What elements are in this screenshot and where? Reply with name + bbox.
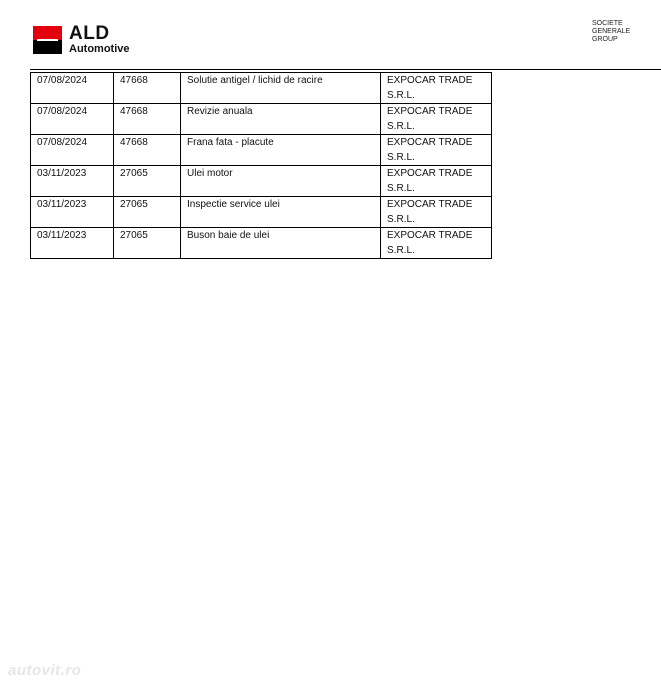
provider-cell bbox=[381, 166, 492, 197]
group-line: SOCIETE bbox=[592, 20, 623, 27]
provider-suffix: S.R.L. bbox=[387, 90, 415, 101]
table-row bbox=[31, 197, 492, 228]
societe-generale-group-label bbox=[592, 20, 630, 44]
description-cell: Ulei motor bbox=[181, 166, 381, 197]
provider-name: EXPOCAR TRADE bbox=[387, 106, 473, 117]
provider-cell bbox=[381, 135, 492, 166]
km-cell: 47668 bbox=[114, 104, 181, 135]
description-cell: Revizie anuala bbox=[181, 104, 381, 135]
provider-cell bbox=[381, 73, 492, 104]
description-cell: Buson baie de ulei bbox=[181, 228, 381, 259]
provider-suffix: S.R.L. bbox=[387, 245, 415, 256]
date-cell: 03/11/2023 bbox=[31, 228, 114, 259]
provider-suffix: S.R.L. bbox=[387, 152, 415, 163]
table-row bbox=[31, 73, 492, 104]
provider-name: EXPOCAR TRADE bbox=[387, 199, 473, 210]
group-line: GENERALE bbox=[592, 28, 631, 35]
autovit-watermark: autovit.ro bbox=[8, 662, 82, 679]
date-cell: 07/08/2024 bbox=[31, 135, 114, 166]
logo-sub-text: Automotive bbox=[69, 43, 130, 55]
km-cell: 27065 bbox=[114, 228, 181, 259]
km-cell: 27065 bbox=[114, 197, 181, 228]
provider-name: EXPOCAR TRADE bbox=[387, 75, 473, 86]
ald-automotive-logo bbox=[33, 23, 173, 58]
table-row bbox=[31, 228, 492, 259]
provider-suffix: S.R.L. bbox=[387, 121, 415, 132]
description-cell: Inspectie service ulei bbox=[181, 197, 381, 228]
group-line: GROUP bbox=[592, 36, 618, 43]
description-cell: Frana fata - placute bbox=[181, 135, 381, 166]
km-cell: 27065 bbox=[114, 166, 181, 197]
provider-cell bbox=[381, 197, 492, 228]
table-row bbox=[31, 166, 492, 197]
date-cell: 03/11/2023 bbox=[31, 197, 114, 228]
table-row bbox=[31, 104, 492, 135]
table-row bbox=[31, 135, 492, 166]
provider-suffix: S.R.L. bbox=[387, 183, 415, 194]
provider-cell bbox=[381, 228, 492, 259]
date-cell: 03/11/2023 bbox=[31, 166, 114, 197]
provider-suffix: S.R.L. bbox=[387, 214, 415, 225]
km-cell: 47668 bbox=[114, 73, 181, 104]
provider-cell bbox=[381, 104, 492, 135]
logo-brand-text: ALD bbox=[69, 23, 110, 44]
date-cell: 07/08/2024 bbox=[31, 73, 114, 104]
date-cell: 07/08/2024 bbox=[31, 104, 114, 135]
service-history-table bbox=[30, 72, 492, 259]
km-cell: 47668 bbox=[114, 135, 181, 166]
header-divider bbox=[30, 69, 661, 70]
provider-name: EXPOCAR TRADE bbox=[387, 230, 473, 241]
provider-name: EXPOCAR TRADE bbox=[387, 137, 473, 148]
description-cell: Solutie antigel / lichid de racire bbox=[181, 73, 381, 104]
provider-name: EXPOCAR TRADE bbox=[387, 168, 473, 179]
ald-logo-mark-icon bbox=[33, 26, 62, 54]
